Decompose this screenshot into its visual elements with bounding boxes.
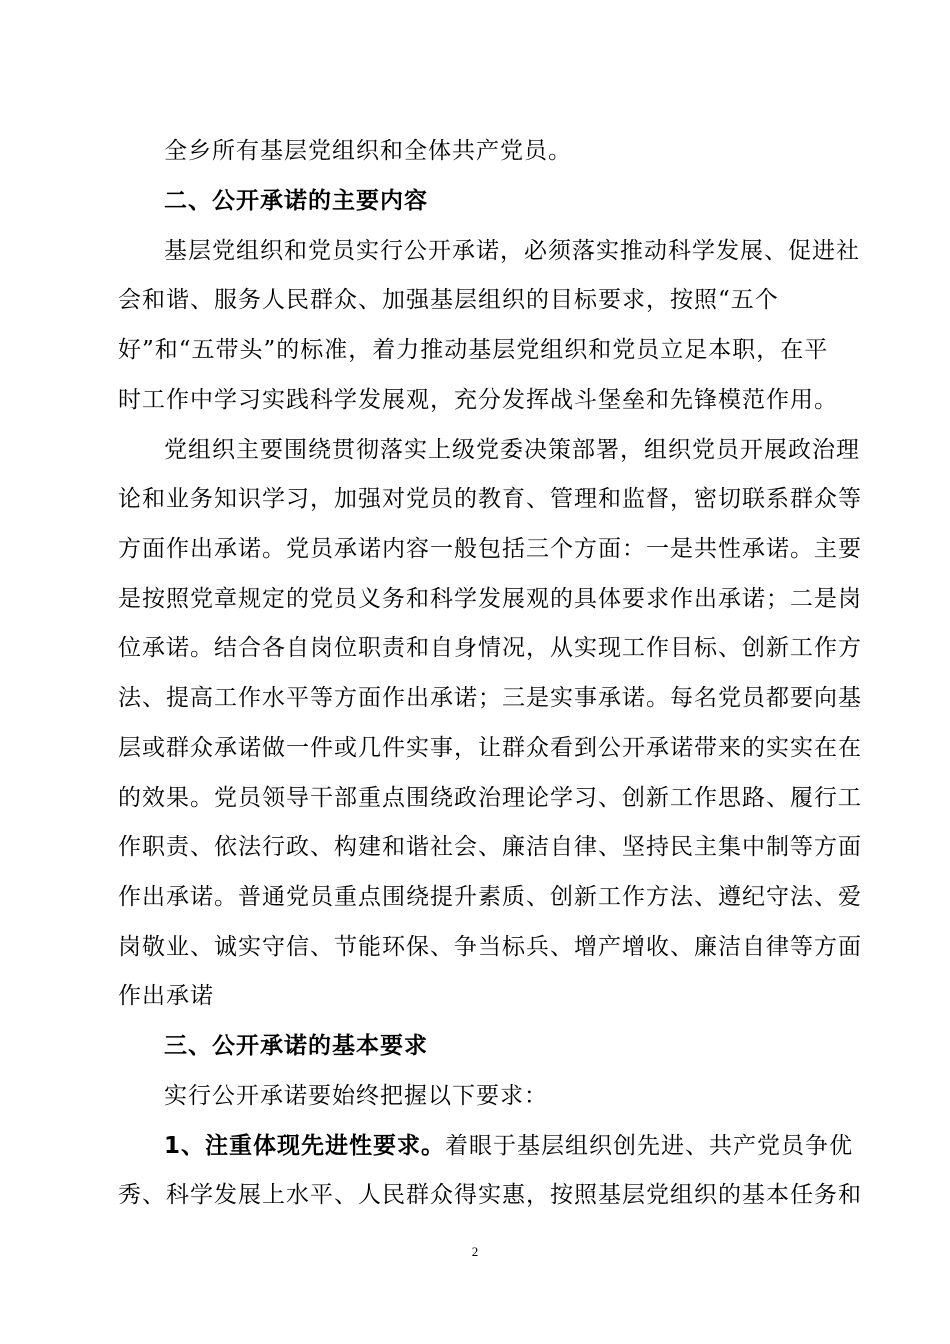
- requirement-1-title: 1、注重体现先进性要求。: [164, 1133, 446, 1159]
- paragraph-line: 好”和“五带头”的标准，着力推动基层党组织和党员立足本职，在平: [118, 337, 829, 363]
- paragraph-line: 基层党组织和党员实行公开承诺，必须落实推动科学发展、促进社: [164, 238, 860, 264]
- page-number: 2: [471, 1244, 479, 1259]
- paragraph-line: 时工作中学习实践科学发展观，充分发挥战斗堡垒和先锋模范作用。: [118, 387, 838, 413]
- paragraph-line: 作出承诺。普通党员重点围绕提升素质、创新工作方法、遵纪守法、爱: [118, 884, 862, 910]
- paragraph-line: 秀、科学发展上水平、人民群众得实惠，按照基层党组织的基本任务和: [118, 1182, 862, 1208]
- requirement-1-text: 着眼于基层组织创先进、共产党员争优: [445, 1133, 854, 1159]
- section-heading-3: 三、公开承诺的基本要求: [164, 1033, 428, 1059]
- paragraph-line: 作出承诺: [118, 983, 214, 1009]
- paragraph-line: 作职责、依法行政、构建和谐社会、廉洁自律、坚持民主集中制等方面: [118, 834, 862, 860]
- paragraph-line: 党组织主要围绕贯彻落实上级党委决策部署，组织党员开展政治理: [164, 437, 860, 463]
- paragraph-line: 全乡所有基层党组织和全体共产党员。: [164, 138, 572, 164]
- paragraph-line: 论和业务知识学习，加强对党员的教育、管理和监督，密切联系群众等: [118, 486, 862, 512]
- paragraph-line: 的效果。党员领导干部重点围绕政治理论学习、创新工作思路、履行工: [118, 785, 862, 811]
- paragraph-line: 实行公开承诺要始终把握以下要求：: [164, 1083, 548, 1109]
- paragraph-line: 方面作出承诺。党员承诺内容一般包括三个方面：一是共性承诺。主要: [118, 536, 862, 562]
- paragraph-line: 是按照党章规定的党员义务和科学发展观的具体要求作出承诺；二是岗: [118, 586, 862, 612]
- paragraph-line: 层或群众承诺做一件或几件实事，让群众看到公开承诺带来的实实在在: [118, 735, 862, 761]
- section-heading-2: 二、公开承诺的主要内容: [164, 188, 428, 214]
- paragraph-line: 位承诺。结合各自岗位职责和自身情况，从实现工作目标、创新工作方: [118, 635, 862, 661]
- paragraph-line: 法、提高工作水平等方面作出承诺；三是实事承诺。每名党员都要向基: [118, 685, 862, 711]
- paragraph-line: [164, 1131, 864, 1161]
- paragraph-line: 会和谐、服务人民群众、加强基层组织的目标要求，按照“五个: [118, 287, 779, 313]
- paragraph-line: 岗敬业、诚实守信、节能环保、争当标兵、增产增收、廉洁自律等方面: [118, 934, 862, 960]
